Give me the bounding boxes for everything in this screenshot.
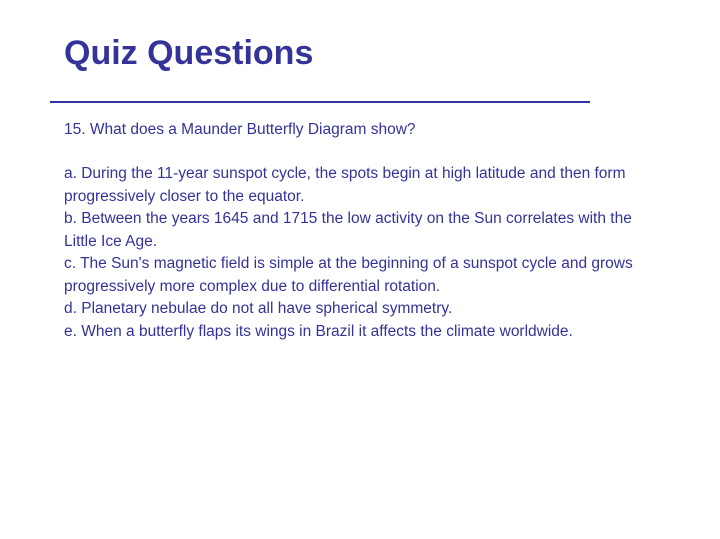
- answer-option-b: b. Between the years 1645 and 1715 the low activity on the Sun correlates with the Little Ice Age.: [64, 210, 632, 250]
- answer-option-d: d. Planetary nebulae do not all have spherical symmetry.: [64, 300, 453, 317]
- title-divider: [50, 101, 590, 103]
- slide-body: [64, 119, 654, 343]
- quiz-question: 15. What does a Maunder Butterfly Diagram show?: [64, 121, 416, 138]
- answer-option-c: c. The Sun's magnetic field is simple at the beginning of a sunspot cycle and grows progressively more complex due to differential rotation.: [64, 255, 633, 295]
- answer-option-a: a. During the 11-year sunspot cycle, the spots begin at high latitude and then form progressively closer to the equator.: [64, 165, 626, 205]
- page-title: Quiz Questions: [64, 34, 314, 72]
- answer-option-e: e. When a butterfly flaps its wings in Brazil it affects the climate worldwide.: [64, 322, 573, 340]
